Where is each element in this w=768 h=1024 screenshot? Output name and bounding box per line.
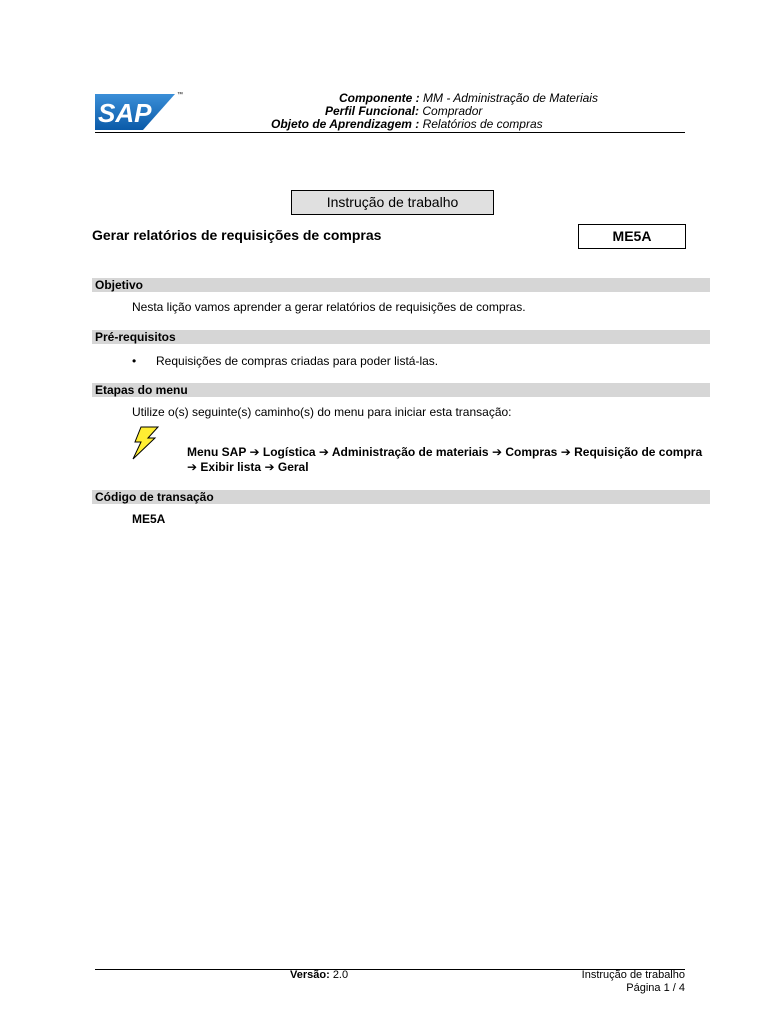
menu-path-item: Menu SAP	[187, 445, 247, 459]
transaction-code-value: ME5A	[132, 512, 166, 526]
header-divider	[95, 132, 685, 133]
menu-path-item: Geral	[277, 460, 309, 474]
bullet-marker: •	[132, 354, 137, 368]
arrow-icon: ➔	[318, 445, 329, 459]
section-heading-codigo: Código de transação	[92, 490, 710, 504]
page-number: Página 1 / 4	[626, 982, 685, 994]
componente-value: MM - Administração de Materiais	[423, 91, 598, 105]
arrow-icon: ➔	[264, 460, 275, 474]
objeto-label: Objeto de Aprendizagem :	[271, 117, 420, 131]
page-title: Gerar relatórios de requisições de compras	[92, 227, 382, 243]
perfil-label: Perfil Funcional:	[325, 104, 420, 118]
menu-path-item: Logística	[262, 445, 316, 459]
version-value: 2.0	[332, 969, 349, 981]
trademark-mark: ™	[177, 92, 183, 98]
prerequisito-item: Requisições de compras criadas para poder listá-las.	[156, 354, 439, 368]
section-heading-prerequisitos: Pré-requisitos	[92, 330, 710, 344]
menu-path-item: Compras	[505, 445, 558, 459]
sap-logo	[95, 92, 185, 132]
arrow-icon: ➔	[491, 445, 502, 459]
objeto-line	[271, 118, 543, 131]
menu-path	[187, 445, 707, 475]
menu-path-item: Administração de materiais	[331, 445, 489, 459]
objeto-value: Relatórios de compras	[422, 117, 543, 131]
sap-logo-icon	[95, 92, 185, 132]
objetivo-text: Nesta lição vamos aprender a gerar relatórios de requisições de compras.	[132, 300, 526, 314]
footer-doc-type: Instrução de trabalho	[581, 969, 685, 981]
menu-path-item: Exibir lista	[200, 460, 262, 474]
componente-label: Componente :	[339, 91, 420, 105]
etapas-intro: Utilize o(s) seguinte(s) caminho(s) do menu para iniciar esta transação:	[132, 405, 512, 419]
sap-logo-text: SAP	[98, 98, 152, 128]
menu-path-item: Requisição de compra	[574, 445, 703, 459]
arrow-icon: ➔	[560, 445, 571, 459]
transaction-code-box: ME5A	[578, 224, 686, 249]
document-type-box: Instrução de trabalho	[291, 190, 494, 215]
section-heading-etapas: Etapas do menu	[92, 383, 710, 397]
version-line	[290, 969, 348, 981]
perfil-value: Comprador	[422, 104, 483, 118]
footer-right	[582, 969, 685, 995]
lightning-icon	[131, 426, 161, 460]
arrow-icon: ➔	[187, 460, 198, 474]
arrow-icon: ➔	[249, 445, 260, 459]
version-label: Versão:	[290, 969, 330, 981]
section-heading-objetivo: Objetivo	[92, 278, 710, 292]
